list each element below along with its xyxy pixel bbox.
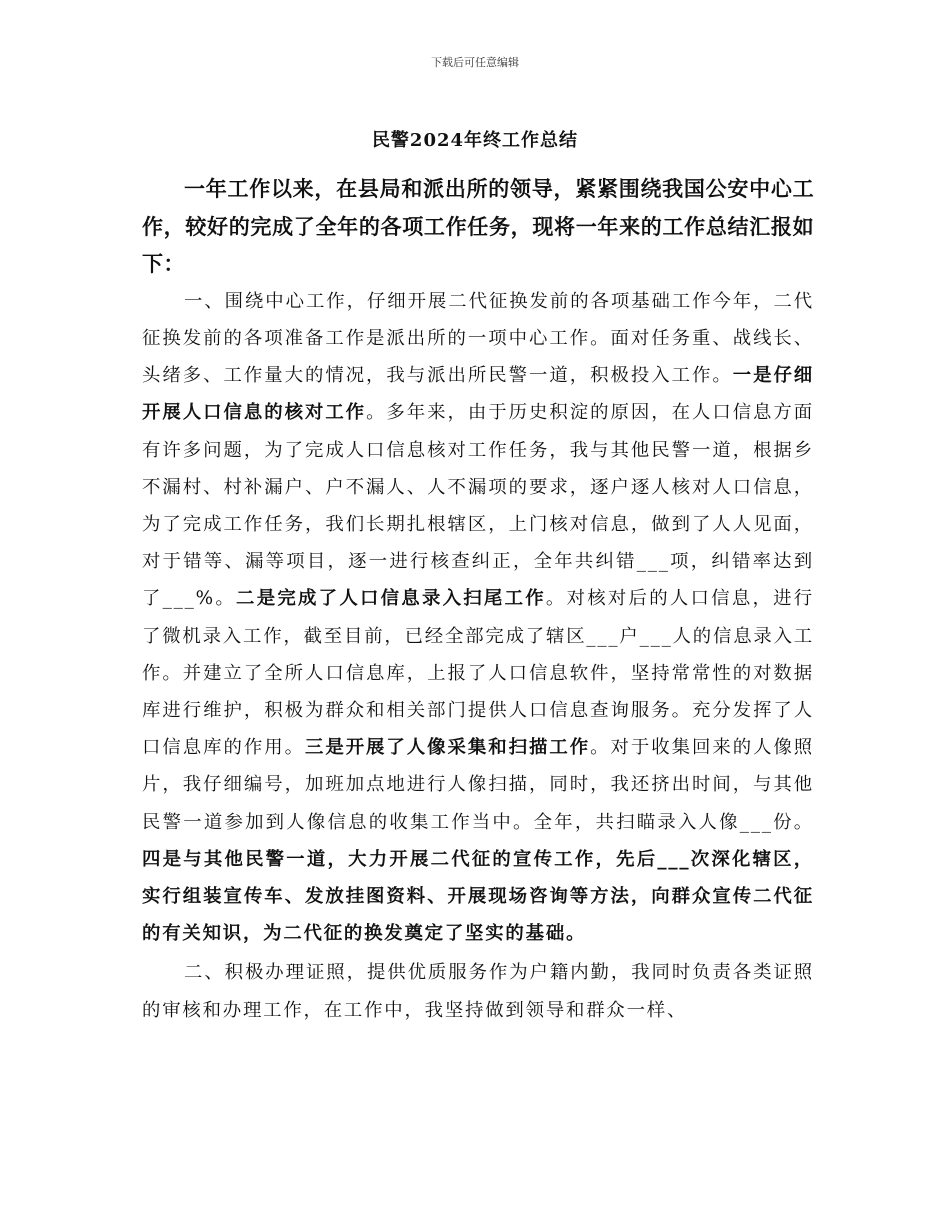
document-title: 民警2024年终工作总结: [371, 130, 579, 151]
header-note: 下载后可任意编辑: [431, 56, 519, 69]
point-2-heading: 二是完成了人口信息录入扫尾工作: [236, 588, 546, 610]
section-1-paragraph: [142, 283, 814, 953]
intro-paragraph: 一年工作以来，在县局和派出所的领导，紧紧围绕我国公安中心工作，较好的完成了全年的各项工作任务，现将一年来的工作总结汇报如下：: [142, 176, 814, 277]
section-1-lead: 一、围绕中心工作，仔细开展二代征换发前的各项基础工作今年，二代征换发前的各项准备工作是派出所的一项中心工作。面对任务重、战线长、头绪多、工作量大的情况，我与派出所民警一道，积极投入工作。: [142, 290, 814, 387]
section-2-paragraph: 二、积极办理证照，提供优质服务作为户籍内勤，我同时负责各类证照的审核和办理工作，在工作中，我坚持做到领导和群众一样、: [142, 962, 814, 1021]
point-1-heading: 一是仔细开展人口信息的核对工作: [142, 365, 815, 424]
point-4-text: 四是与其他民警一道，大力开展二代征的宣传工作，先后___次深化辖区，实行组装宣传车、发放挂图资料、开展现场咨询等方法，向群众宣传二代征的有关知识，为二代征的换发奠定了坚实的基础。: [142, 848, 814, 945]
point-3-heading: 三是开展了人像采集和扫描工作: [304, 737, 591, 759]
point-1-text: 。多年来，由于历史积淀的原因，在人口信息方面有许多问题，为了完成人口信息核对工作任务，我与其他民警一道，根据乡不漏村、村补漏户、户不漏人、人不漏项的要求，逐户逐人核对人口信息，为了完成工作任务，我们长期扎根辖区，上门核对信息，做到了人人见面，对于错等、漏等项目，逐一进行核查纠正，全年共纠错___项，纠错率达到了___%。: [142, 402, 814, 610]
point-3-text: 。对于收集回来的人像照片，我仔细编号，加班加点地进行人像扫描，同时，我还挤出时间，与其他民警一道参加到人像信息的收集工作当中。全年，共扫瞄录入人像___份。: [142, 737, 814, 833]
point-2-text: 。对核对后的人口信息，进行了微机录入工作，截至目前，已经全部完成了辖区___户___人的信息录入工作。并建立了全所人口信息库，上报了人口信息软件，坚持常常性的对数据库进行维护，积极为群众和相关部门提供人口信息查询服务。充分发挥了人口信息库的作用。: [142, 588, 814, 759]
document-body: [142, 170, 814, 1029]
